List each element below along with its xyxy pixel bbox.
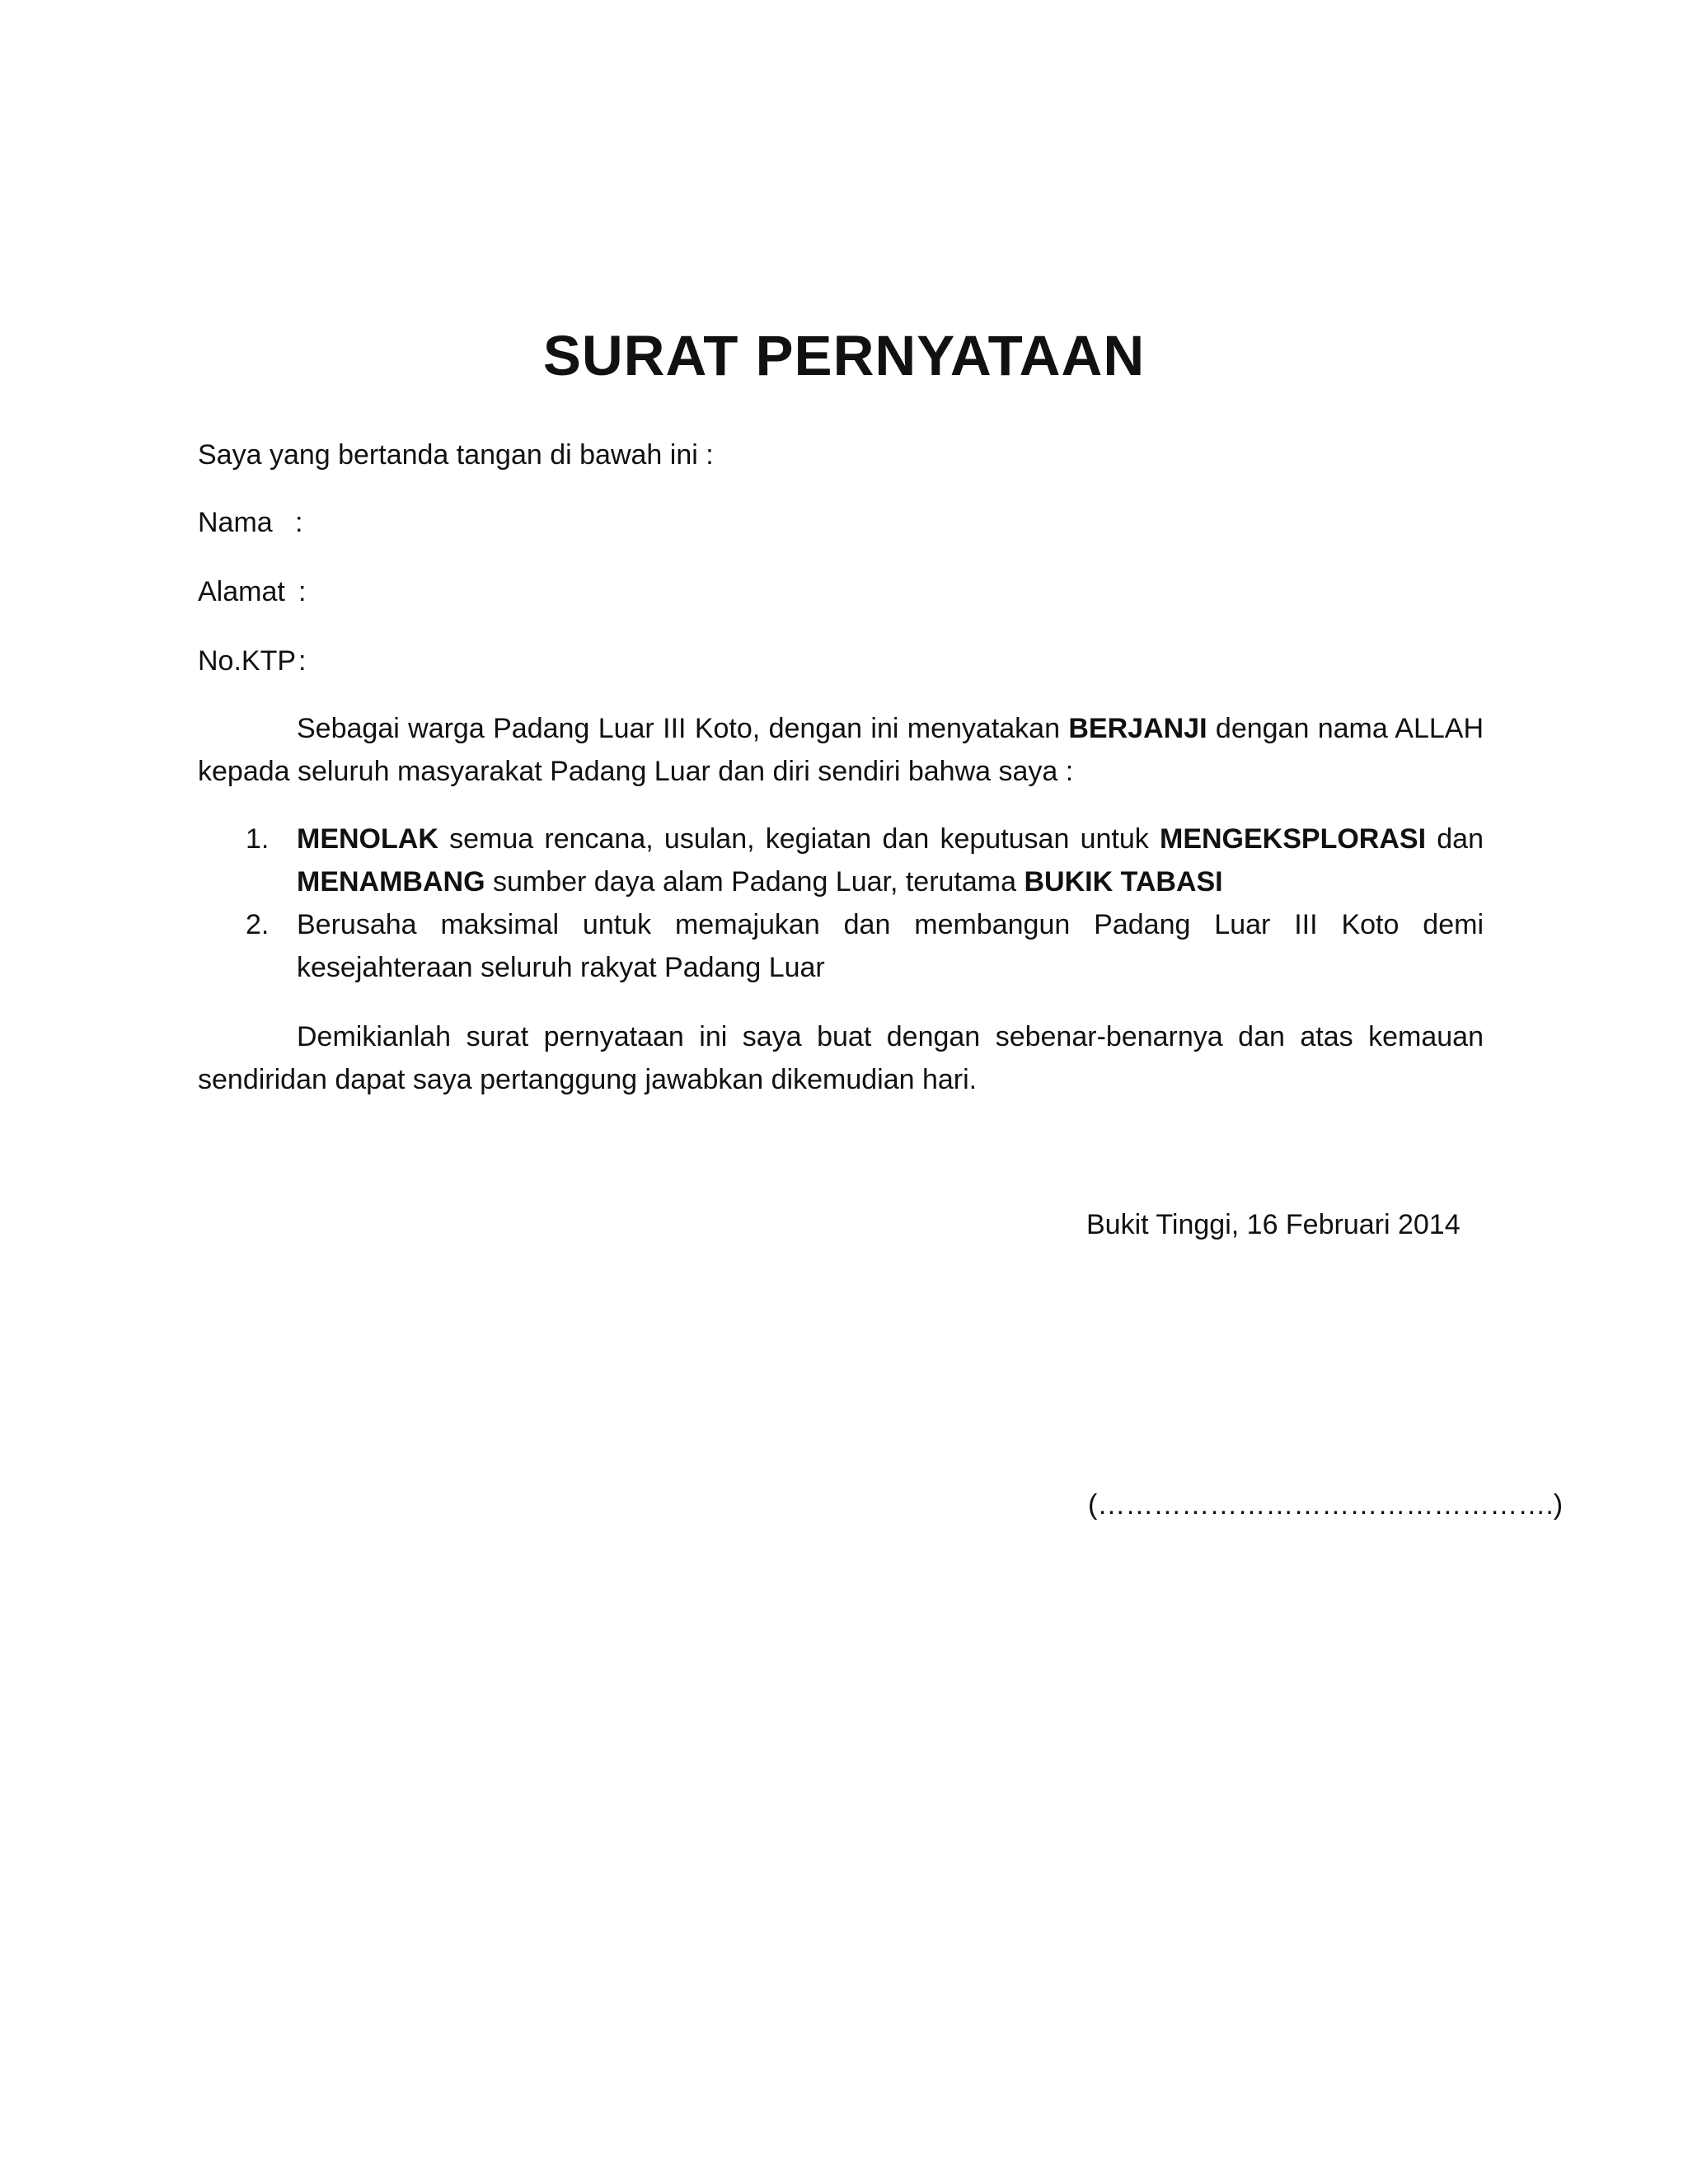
list-item [198, 818, 1484, 903]
field-label: Alamat [198, 576, 285, 607]
closing-text: Demikianlah surat pernyataan ini saya buat dengan sebenar-benarnya dan atas kemauan sendiridan dapat saya pertanggung jawabkan dikemudian hari. [198, 1021, 1484, 1095]
document-title: SURAT PERNYATAAN [542, 324, 1146, 387]
place-date: Bukit Tinggi, 16 Februari 2014 [1086, 1209, 1461, 1240]
field-colon: : [298, 645, 307, 677]
field-colon: : [298, 576, 307, 607]
list-number: 1. [246, 823, 270, 855]
closing-paragraph [198, 1015, 1484, 1101]
field-label: No.KTP [198, 645, 297, 677]
signature-line: (………………………………………….) [1088, 1489, 1564, 1521]
statement-text: Sebagai warga Padang Luar III Koto, dengan ini menyatakan [297, 713, 1069, 744]
field-colon: : [295, 507, 303, 538]
field-noktp [198, 640, 306, 682]
list-text: Berusaha maksimal untuk memajukan dan membangun Padang Luar III Koto demi kesejahteraan seluruh rakyat Padang Luar [297, 909, 1484, 983]
list-text: sumber daya alam Padang Luar, terutama [485, 866, 1025, 898]
list-bold: MENGEKSPLORASI [1160, 823, 1427, 855]
list-bold: MENOLAK [297, 823, 438, 855]
field-label: Nama [198, 507, 273, 538]
field-nama [198, 501, 302, 544]
statement-text: dengan nama ALLAH kepada seluruh masyarakat Padang Luar dan diri sendiri bahwa saya : [198, 713, 1484, 787]
list-item [198, 903, 1484, 989]
list-bold: MENAMBANG [297, 866, 485, 898]
commitment-list [198, 818, 1484, 989]
field-alamat [198, 570, 306, 613]
list-number: 2. [246, 909, 270, 940]
intro-text: Saya yang bertanda tangan di bawah ini : [198, 439, 714, 471]
list-text: dan [1426, 823, 1484, 855]
list-text: semua rencana, usulan, kegiatan dan keputusan untuk [438, 823, 1160, 855]
list-bold: BUKIK TABASI [1024, 866, 1223, 898]
statement-paragraph [198, 707, 1484, 793]
statement-bold: BERJANJI [1068, 713, 1207, 744]
